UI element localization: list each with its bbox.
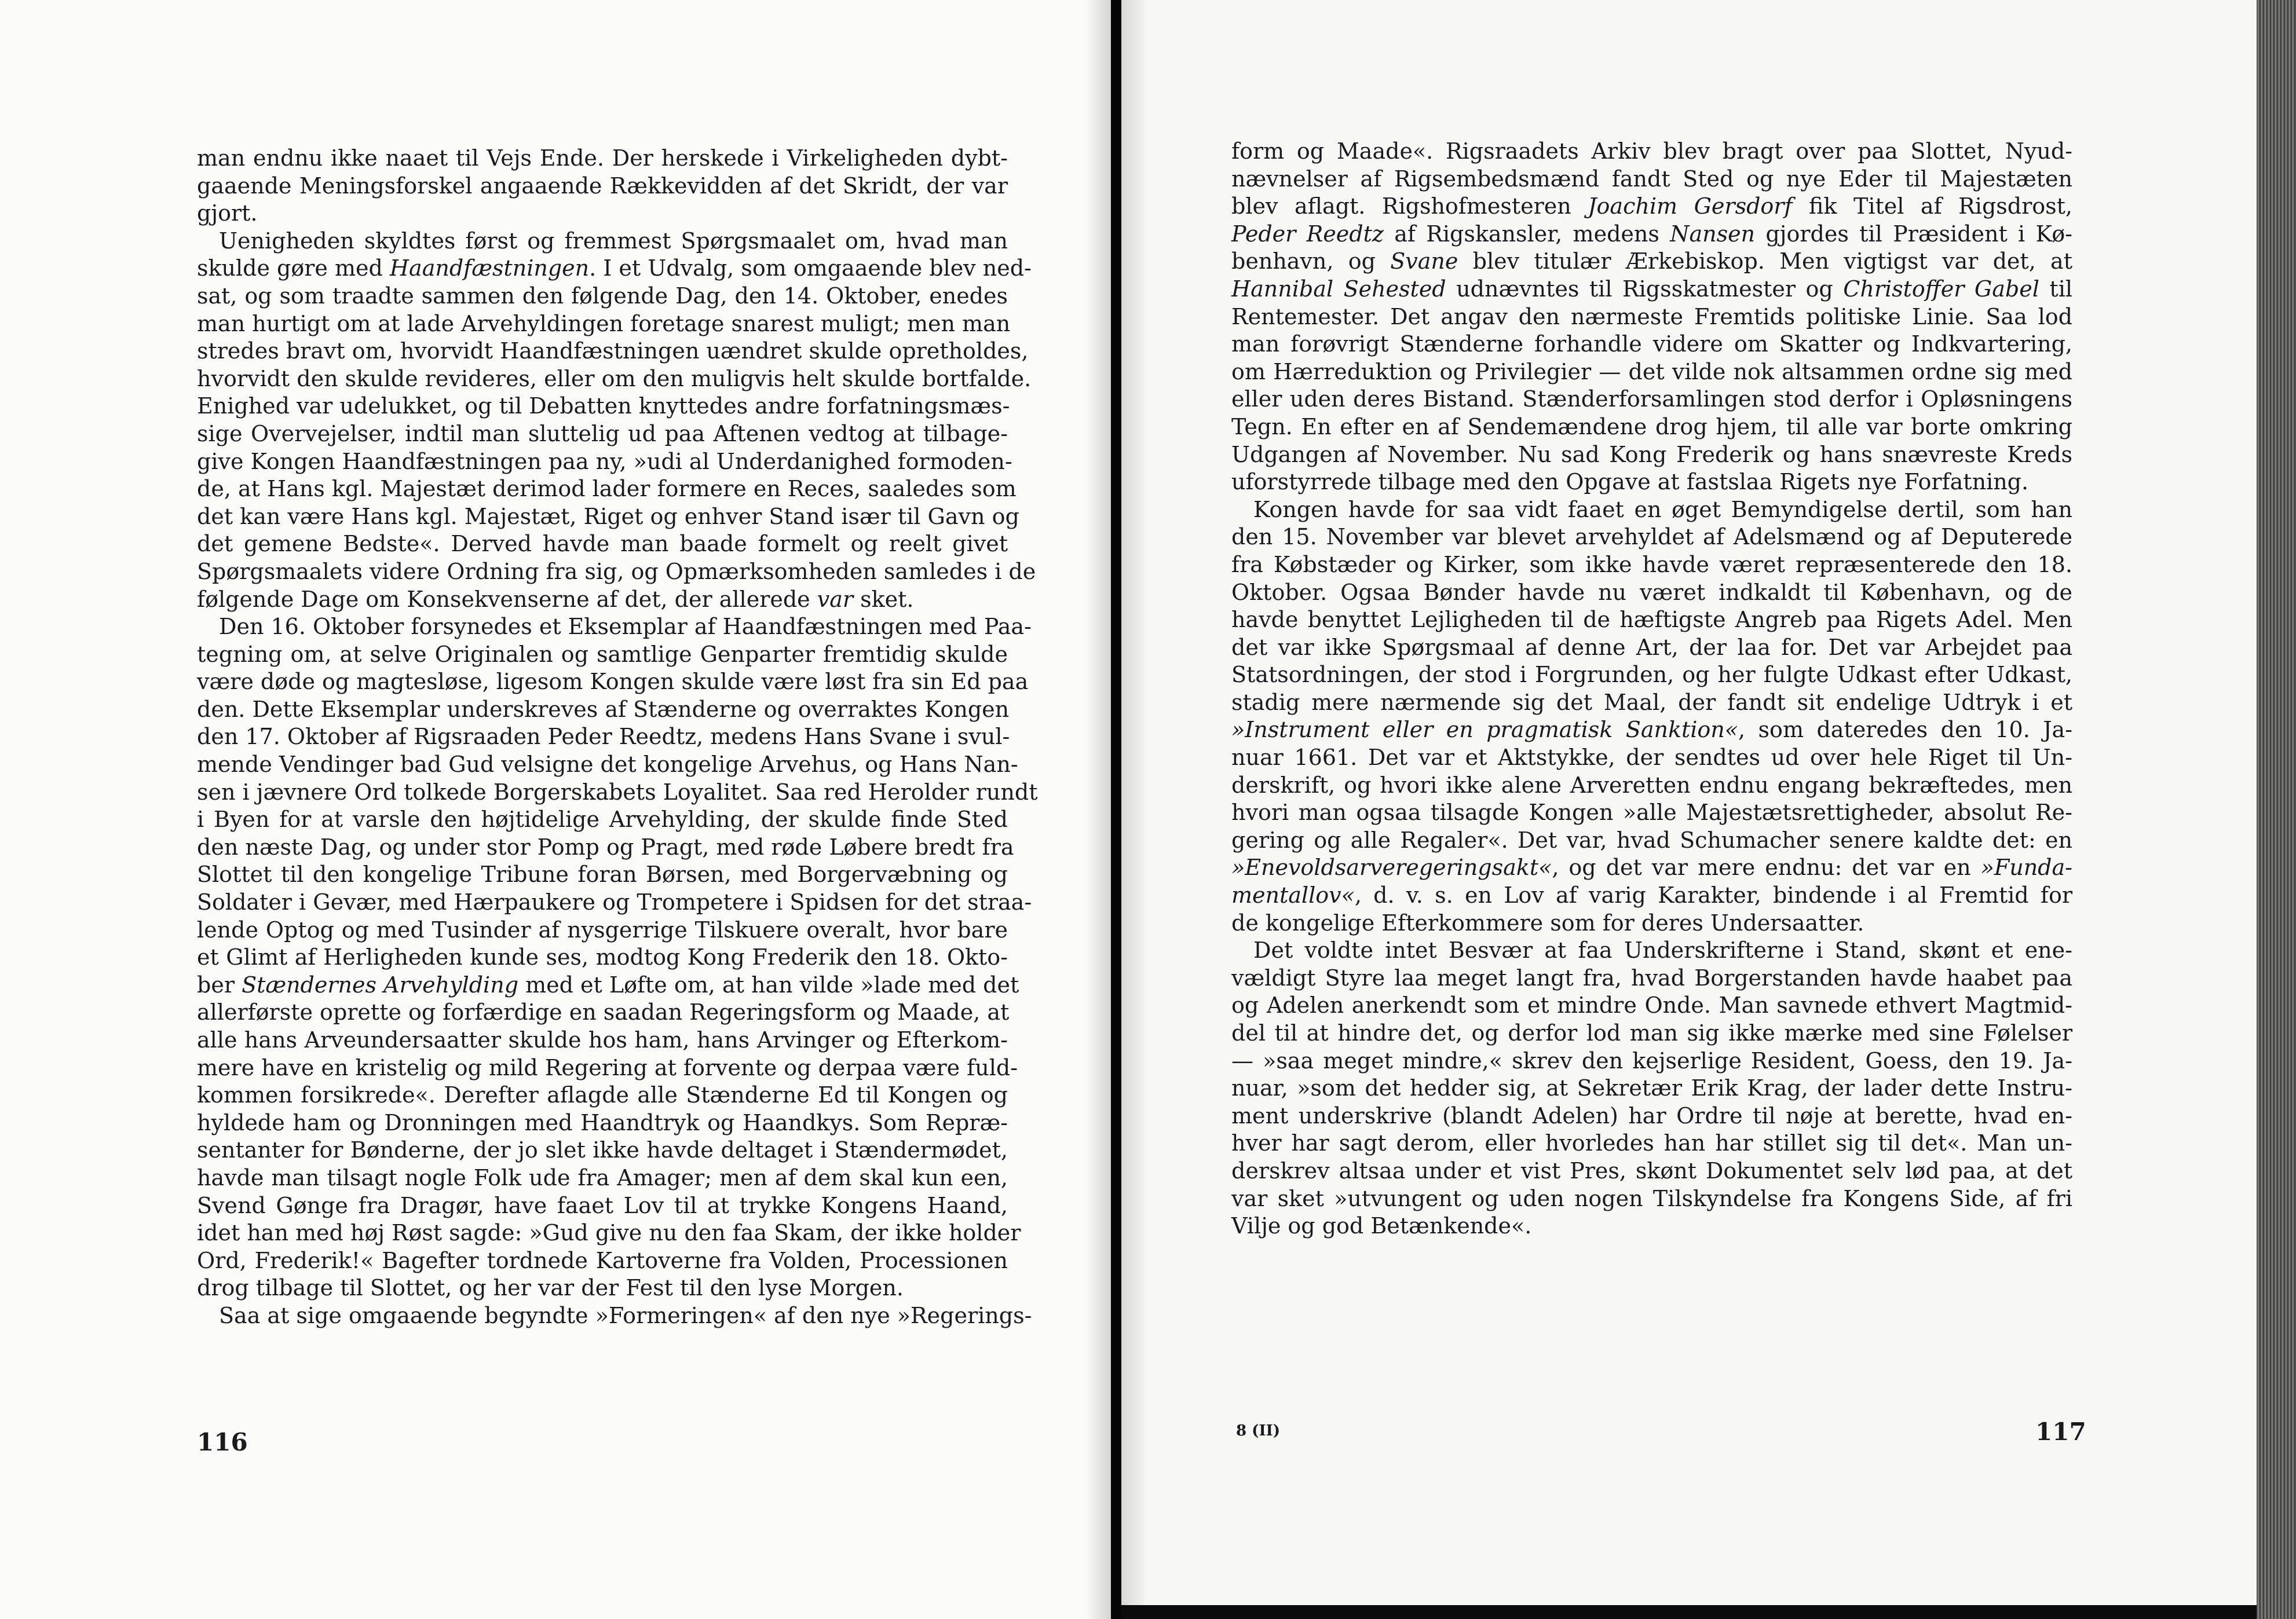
text-line <box>1231 854 2072 882</box>
text-run: Vilje og god Betænkende«. <box>1231 1213 1532 1239</box>
text-run: Spørgsmaalets videre Ordning fra sig, og Opmærksomheden samledes i de <box>197 558 1036 584</box>
text-run: stadig mere nærmende sig det Maal, der fandt sit endelige Udtryk i et <box>1231 689 2072 715</box>
text-line <box>197 475 1017 503</box>
text-line <box>197 834 1014 862</box>
text-run: alle hans Arveundersaatter skulde hos ham, hans Arvinger og Efterkom- <box>197 1027 1008 1053</box>
text-line <box>197 1247 1008 1275</box>
text-line <box>197 1137 1008 1164</box>
text-run: benhavn, og <box>1231 248 1391 274</box>
left-page-text <box>197 145 1038 1330</box>
text-run: de, at Hans kgl. Majestæt derimod lader formere en Reces, saaledes som <box>197 476 1017 502</box>
italic-text: »Instrument eller en pragmatisk Sanktion« <box>1231 717 1739 743</box>
text-run: sen i jævnere Ord tolkede Borgerskabets Loyalitet. Saa red Herolder rundt <box>197 779 1038 805</box>
text-line <box>1231 166 2072 193</box>
text-run: give Kongen Haandfæstningen paa ny, »udi al Underdanighed formoden- <box>197 448 1012 474</box>
text-run: til <box>2039 276 2073 302</box>
text-line <box>197 310 1011 338</box>
italic-text: »Funda- <box>1980 855 2072 881</box>
text-run: Statsordningen, der stod i Forgrunden, og her fulgte Udkast efter Udkast, <box>1231 662 2072 688</box>
text-line <box>1231 744 2072 772</box>
text-run: vældigt Styre laa meget langt fra, hvad Borgerstanden havde haabet paa <box>1231 965 2072 991</box>
text-line <box>197 806 1008 834</box>
text-line <box>1231 716 2072 744</box>
text-line <box>197 420 1008 448</box>
text-line <box>1231 496 2072 524</box>
page-number-right: 117 <box>2035 1417 2086 1446</box>
text-run: man forøvrigt Stænderne forhandle videre om Skatter og Indkvartering, <box>1231 331 2072 357</box>
text-line <box>1231 661 2072 689</box>
text-line <box>1231 248 2072 276</box>
text-run: skulde gøre med <box>197 255 390 281</box>
text-line <box>1231 992 2072 1020</box>
text-line <box>1231 910 2072 937</box>
italic-text: mentallov« <box>1231 882 1355 909</box>
text-line <box>197 1219 1021 1247</box>
italic-text: Christoffer Gabel <box>1843 276 2039 302</box>
text-line <box>197 393 1008 420</box>
page-edge-shading <box>1088 0 1111 1619</box>
text-run: havde man tilsagt nogle Folk ude fra Amager; men af dem skal kun een, <box>197 1164 1008 1191</box>
text-run: de kongelige Efterkommere som for deres Undersaatter. <box>1231 910 1864 936</box>
text-line <box>1231 606 2072 634</box>
text-line <box>197 365 1032 393</box>
text-run: hver har sagt derom, eller hvorledes han har stillet sig til det«. Man un- <box>1231 1130 2072 1156</box>
text-line <box>1231 1158 2072 1185</box>
text-line <box>1231 1102 2072 1130</box>
text-run: Rentemester. Det angav den nærmeste Fremtids politiske Linie. Saa lod <box>1231 303 2072 329</box>
text-run: hvorvidt den skulde revideres, eller om den muligvis helt skulde bortfalde. <box>197 365 1032 391</box>
text-line <box>1231 1075 2072 1102</box>
text-run: man hurtigt om at lade Arvehyldingen foretage snarest muligt; men man <box>197 310 1011 336</box>
text-run: Uenigheden skyldtes først og fremmest Spørgsmaalet om, hvad man <box>219 228 1008 254</box>
text-line <box>197 530 1008 558</box>
italic-text: Stændernes Arvehylding <box>242 972 519 998</box>
text-run: det kan være Hans kgl. Majestæt, Riget og enhver Stand især til Gavn og <box>197 503 1019 529</box>
text-line <box>1231 331 2072 358</box>
italic-text: var <box>817 586 854 612</box>
page-number-left: 116 <box>197 1428 248 1456</box>
text-run: stredes bravt om, hvorvidt Haandfæstningen uændret skulde opretholdes, <box>197 338 1029 364</box>
text-run: Tegn. En efter en af Sendemændene drog hjem, til alle var borte omkring <box>1231 413 2072 439</box>
text-run: derskrev altsaa under et vist Pres, skønt Dokumentet selv lød paa, at det <box>1231 1158 2072 1184</box>
text-line <box>197 1164 1008 1192</box>
text-run: med et Løfte om, at han vilde »lade med det <box>518 972 1019 998</box>
text-line <box>1231 634 2072 662</box>
text-run: nævnelser af Rigsembedsmænd fandt Sted og nye Eder til Majestæten <box>1231 166 2072 192</box>
text-run: Ord, Frederik!« Bagefter tordnede Kartoverne fra Volden, Processionen <box>197 1247 1008 1273</box>
text-run: , som dateredes den 10. Ja- <box>1738 717 2072 743</box>
text-line <box>1231 193 2072 221</box>
text-run: allerførste oprette og forfærdige en saadan Regeringsform og Maade, at <box>197 999 1010 1025</box>
text-line <box>197 613 1032 641</box>
text-line <box>197 861 1008 889</box>
text-line <box>1231 303 2072 331</box>
text-run: den 15. November var blevet arvehyldet af Adelsmænd og af Deputerede <box>1231 524 2072 550</box>
text-line <box>197 1109 1008 1137</box>
text-line <box>1231 386 2072 413</box>
text-run: den 17. Oktober af Rigsraaden Peder Reedtz, medens Hans Svane i svul- <box>197 724 1010 750</box>
text-run: sentanter for Bønderne, der jo slet ikke havde deltaget i Stændermødet, <box>197 1137 1008 1163</box>
text-run: være døde og magtesløse, ligesom Kongen skulde være løst fra sin Ed paa <box>197 669 1029 695</box>
text-run: hvori man ogsaa tilsagde Kongen »alle Majestætsrettigheder, absolut Re- <box>1231 800 2072 826</box>
text-line <box>1231 1185 2072 1213</box>
text-line <box>1231 799 2072 827</box>
text-line <box>197 668 1029 696</box>
text-run: blev aflagt. Rigshofmesteren <box>1231 193 1588 219</box>
text-line <box>197 1192 1008 1220</box>
text-run: , og det var mere endnu: det var en <box>1552 855 1981 881</box>
text-line <box>197 1302 1032 1330</box>
text-line <box>197 696 1008 724</box>
text-line <box>197 917 1008 944</box>
text-run: nuar, »som det hedder sig, at Sekretær Erik Krag, der lader dette Instru- <box>1231 1075 2072 1101</box>
text-line <box>197 255 1032 283</box>
right-page-text <box>1231 138 2072 1240</box>
text-line <box>1231 1130 2072 1158</box>
text-run: Den 16. Oktober forsynedes et Eksemplar af Haandfæstningen med Paa- <box>219 614 1032 640</box>
signature-mark: 8 (II) <box>1236 1422 1281 1439</box>
text-run: den næste Dag, og under stor Pomp og Pragt, med røde Løbere bredt fra <box>197 834 1014 860</box>
text-line <box>1231 772 2072 800</box>
text-run: det gemene Bedste«. Derved havde man baade formelt og reelt givet <box>197 531 1008 557</box>
text-run: Saa at sige omgaaende begyndte »Formeringen« af den nye »Regerings- <box>219 1302 1032 1328</box>
italic-text: Joachim Gersdorf <box>1588 193 1793 219</box>
text-run: gering og alle Regaler«. Det var, hvad Schumacher senere kaldte det: en <box>1231 827 2072 853</box>
text-run: man endnu ikke naaet til Vejs Ende. Der herskede i Virkeligheden dybt- <box>197 145 1008 171</box>
text-run: mende Vendinger bad Gud velsigne det kongelige Arvehus, og Hans Nan- <box>197 752 1018 778</box>
text-run: følgende Dage om Konsekvenserne af det, der allerede <box>197 586 817 612</box>
text-line <box>1231 221 2072 248</box>
text-run: sige Overvejelser, indtil man sluttelig ud paa Aftenen vedtog at tilbage- <box>197 420 1008 446</box>
text-run: — »saa meget mindre,« skrev den kejserlige Resident, Goess, den 19. Ja- <box>1231 1047 2072 1074</box>
left-page <box>0 0 1111 1619</box>
book-spine <box>1111 0 1121 1619</box>
text-run: , d. v. s. en Lov af varig Karakter, bindende i al Fremtid for <box>1354 882 2072 909</box>
text-line <box>197 1082 1008 1109</box>
text-line <box>197 586 1008 614</box>
text-run: Slottet til den kongelige Tribune foran Børsen, med Borgervæbning og <box>197 862 1008 888</box>
text-line <box>197 779 1038 807</box>
text-run: fik Titel af Rigsdrost, <box>1792 193 2072 219</box>
text-run: sat, og som traadte sammen den følgende Dag, den 14. Oktober, enedes <box>197 283 1008 309</box>
italic-text: Svane <box>1390 248 1458 274</box>
text-line <box>1231 138 2072 166</box>
italic-text: Nansen <box>1670 221 1756 247</box>
text-run: Oktober. Ogsaa Bønder havde nu været indkaldt til København, og de <box>1231 579 2072 605</box>
text-line <box>1231 1213 2072 1240</box>
text-line <box>197 1274 1008 1302</box>
text-run: hyldede ham og Dronningen med Haandtryk og Haandkys. Som Repræ- <box>197 1109 1008 1136</box>
text-line <box>197 1054 1018 1082</box>
text-line <box>1231 276 2072 303</box>
text-run: i Byen for at varsle den højtidelige Arvehylding, der skulde finde Sted <box>197 807 1008 833</box>
text-line <box>1231 882 2072 910</box>
text-line <box>197 173 1008 200</box>
text-line <box>1231 937 2072 965</box>
text-line <box>197 558 1036 586</box>
text-line <box>1231 827 2072 855</box>
italic-text: Hannibal Sehested <box>1231 276 1446 302</box>
text-line <box>1231 965 2072 992</box>
text-line <box>1231 1047 2072 1075</box>
text-line <box>197 338 1029 365</box>
text-run: og Adelen anerkendt som et mindre Onde. Man savnede ethvert Magtmid- <box>1231 992 2072 1019</box>
text-line <box>197 972 1019 999</box>
text-run: ment underskrive (blandt Adelen) har Ordre til nøje at berette, hvad en- <box>1231 1102 2072 1129</box>
text-line <box>1231 1020 2072 1047</box>
text-run: af Rigskansler, medens <box>1383 221 1670 247</box>
text-run: Kongen havde for saa vidt faaet en øget Bemyndigelse dertil, som han <box>1253 496 2072 522</box>
italic-text: »Enevoldsarveregeringsakt« <box>1231 855 1552 881</box>
text-line <box>1231 523 2072 551</box>
text-run: tegning om, at selve Originalen og samtlige Genparter fremtidig skulde <box>197 641 1008 667</box>
text-line <box>197 145 1008 173</box>
text-run: fra Købstæder og Kirker, som ikke havde været repræsenterede den 18. <box>1231 551 2072 577</box>
text-line <box>1231 579 2072 607</box>
text-run: var sket »utvungent og uden nogen Tilskyndelse fra Kongens Side, af fri <box>1231 1185 2072 1211</box>
text-run: gjordes til Præsident i Kø- <box>1755 221 2072 247</box>
text-run: gjort. <box>197 200 258 226</box>
text-run: nuar 1661. Det var et Aktstykke, der sendtes ud over hele Riget til Un- <box>1231 745 2072 771</box>
text-run: den. Dette Eksemplar underskreves af Stænderne og overraktes Kongen <box>197 696 1010 722</box>
text-run: idet han med høj Røst sagde: »Gud give nu den faa Skam, der ikke holder <box>197 1220 1021 1246</box>
text-run: mere have en kristelig og mild Regering at forvente og derpaa være fuld- <box>197 1054 1018 1080</box>
text-run: eller uden deres Bistand. Stænderforsamlingen stod derfor i Opløsningens <box>1231 386 2072 412</box>
text-run: sket. <box>853 586 914 612</box>
text-run: derskrift, og hvori ikke alene Arveretten endnu engang bekræftedes, men <box>1231 772 2072 798</box>
text-run: form og Maade«. Rigsraadets Arkiv blev bragt over paa Slottet, Nyud- <box>1231 138 2072 164</box>
text-line <box>197 200 1008 228</box>
text-run: gaaende Meningsforskel angaaende Rækkevidden af det Skridt, der var <box>197 173 1008 199</box>
text-line <box>197 448 1012 476</box>
text-run: ber <box>197 972 242 998</box>
text-run: udnævntes til Rigsskatmester og <box>1446 276 1844 302</box>
italic-text: Haandfæstningen <box>389 255 590 281</box>
text-run: Det voldte intet Besvær at faa Underskrifterne i Stand, skønt et ene- <box>1253 937 2072 964</box>
text-line <box>1231 358 2072 386</box>
text-line <box>1231 468 2072 496</box>
text-run: det var ikke Spørgsmaal af denne Art, der laa for. Det var Arbejdet paa <box>1231 634 2072 660</box>
text-line <box>197 999 1008 1027</box>
text-line <box>1231 551 2072 579</box>
text-line <box>197 641 1008 669</box>
text-run: Enighed var udelukket, og til Debatten knyttedes andre forfatningsmæs- <box>197 393 1010 419</box>
text-line <box>1231 441 2072 469</box>
book-page-edges <box>2257 0 2296 1619</box>
text-line <box>197 751 1018 779</box>
text-run: del til at hindre det, og derfor lod man sig ikke mærke med sine Følelser <box>1231 1020 2072 1046</box>
text-run: om Hærreduktion og Privilegier — det vilde nok altsammen ordne sig med <box>1231 358 2072 384</box>
text-line <box>197 944 1008 972</box>
text-line <box>197 1027 1008 1054</box>
page-edge-shading <box>1121 0 1145 1605</box>
italic-text: Peder Reedtz <box>1231 221 1384 247</box>
text-line <box>1231 413 2072 441</box>
text-run: uforstyrrede tilbage med den Opgave at fastslaa Rigets nye Forfatning. <box>1231 469 2029 495</box>
text-line <box>197 889 1032 917</box>
text-run: kommen forsikrede«. Derefter aflagde alle Stænderne Ed til Kongen og <box>197 1082 1008 1108</box>
text-run: Svend Gønge fra Dragør, have faaet Lov til at trykke Kongens Haand, <box>197 1192 1008 1218</box>
text-run: blev titulær Ærkebiskop. Men vigtigst var det, at <box>1458 248 2072 274</box>
text-run: et Glimt af Herligheden kunde ses, modtog Kong Frederik den 18. Okto- <box>197 944 1008 970</box>
text-line <box>197 723 1008 751</box>
text-run: drog tilbage til Slottet, og her var der Fest til den lyse Morgen. <box>197 1275 904 1301</box>
text-line <box>1231 689 2072 717</box>
text-run: Soldater i Gevær, med Hærpaukere og Trompetere i Spidsen for det straa- <box>197 889 1032 915</box>
text-line <box>197 503 1019 531</box>
text-line <box>197 283 1008 310</box>
text-run: . I et Udvalg, som omgaaende blev ned- <box>589 255 1032 281</box>
text-run: havde benyttet Lejligheden til de hæftigste Angreb paa Rigets Adel. Men <box>1231 607 2072 633</box>
text-run: Udgangen af November. Nu sad Kong Frederik og hans snævreste Kreds <box>1231 441 2072 467</box>
text-line <box>197 228 1008 255</box>
text-run: lende Optog og med Tusinder af nysgerrige Tilskuere overalt, hvor bare <box>197 917 1008 943</box>
